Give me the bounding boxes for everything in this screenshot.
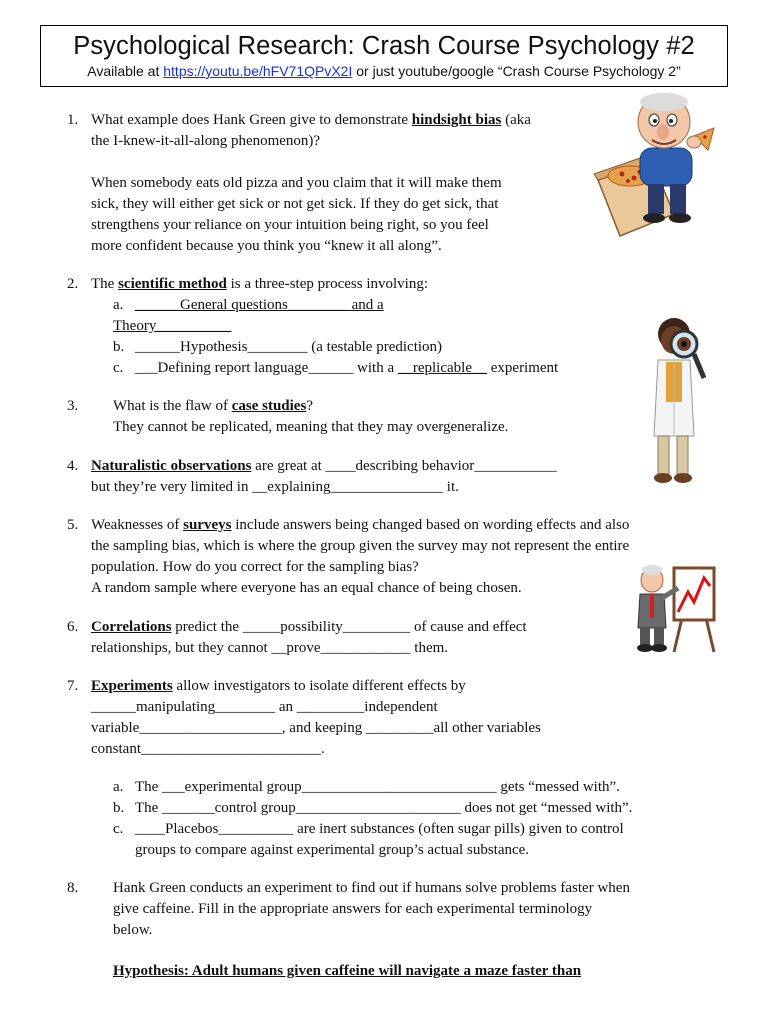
q7-number: 7.: [67, 678, 79, 694]
q2-text: The: [91, 276, 119, 292]
q6-term: Correlations: [91, 619, 172, 635]
q7-term: Experiments: [91, 678, 173, 694]
q4-text: are great at ____describing behavior___________: [251, 458, 557, 474]
q3-line: [113, 396, 313, 417]
q8-line-2: give caffeine. Fill in the appropriate answers for each experimental terminology: [113, 901, 593, 917]
availability-suffix: or just youtube/google “Crash Course Psychology 2”: [352, 63, 681, 79]
q7a-label: a.: [113, 779, 124, 795]
availability-prefix: Available at: [87, 63, 164, 79]
q5-answer: A random sample where everyone has an equal chance of being chosen.: [91, 580, 522, 596]
q7a-answer: The ___experimental group__________________________ gets “messed with”.: [135, 779, 620, 795]
q2b-answer: ______Hypothesis________ (a testable prediction): [135, 339, 443, 355]
q1-term: hindsight bias: [411, 112, 502, 128]
q2-number: 2.: [67, 276, 79, 292]
q7c-answer: ____Placebos__________ are inert substances (often sugar pills) given to control: [135, 821, 624, 837]
q6-text: predict the _____possibility_________ of cause and effect: [171, 619, 527, 635]
q2c-label: c.: [113, 360, 124, 376]
q1-answer-4: more confident because you think you “knew it all along”.: [91, 238, 442, 254]
q3-answer: They cannot be replicated, meaning that they may overgeneralize.: [113, 419, 509, 435]
q5-line-2: the sampling bias, which is where the group given the survey may not represent the entire: [91, 538, 630, 554]
q7c-label: c.: [113, 821, 124, 837]
q2a-answer-cont: Theory__________: [113, 318, 232, 334]
q7-line-3: variable___________________, and keeping _________all other variables: [91, 720, 541, 736]
q8-hypothesis: Hypothesis: Adult humans given caffeine will navigate a maze faster than: [113, 963, 582, 979]
q8-number: 8.: [67, 880, 79, 896]
q2a-label: a.: [113, 297, 124, 313]
q1-answer-1: When somebody eats old pizza and you claim that it will make them: [91, 175, 502, 191]
q2-term: scientific method: [118, 276, 227, 292]
q8-line-3: below.: [113, 922, 153, 938]
q1-number: 1.: [67, 112, 79, 128]
q7-line-2: ______manipulating________ an _________independent: [91, 699, 438, 715]
q2-line: [91, 274, 428, 295]
q3-term: case studies: [231, 398, 307, 414]
q5-line-1: [91, 515, 629, 536]
q5-text-end: include answers being changed based on wording effects and also: [231, 517, 630, 533]
video-link[interactable]: https://youtu.be/hFV71QPvX2I: [163, 63, 353, 79]
q1-line-1: [91, 110, 531, 131]
q4-number: 4.: [67, 458, 79, 474]
pizza-man-illustration: [590, 92, 720, 242]
q4-term: Naturalistic observations: [91, 458, 252, 474]
q5-number: 5.: [67, 517, 79, 533]
q2a-answer: ______General questions________ and a: [135, 297, 384, 313]
q1-line-2: the I-knew-it-all-along phenomenon)?: [91, 133, 321, 149]
chart-presenter-illustration: [630, 558, 722, 654]
q3-number: 3.: [67, 398, 79, 414]
q6-line-1: [91, 617, 527, 638]
scientist-magnifier-illustration: [644, 316, 714, 488]
q5-line-3: population. How do you correct for the sampling bias?: [91, 559, 419, 575]
q1-text: What example does Hank Green give to demonstrate: [91, 112, 412, 128]
q6-number: 6.: [67, 619, 79, 635]
q2-text-end: is a three-step process involving:: [226, 276, 429, 292]
q4-line-2: but they’re very limited in __explaining_______________ it.: [91, 479, 459, 495]
q3-text-end: ?: [306, 398, 313, 414]
q5-text: Weaknesses of: [91, 517, 184, 533]
availability-line: [41, 63, 727, 79]
q7-line-1: [91, 676, 466, 697]
q3-text: What is the flaw of: [113, 398, 232, 414]
q1-answer-2: sick, they will either get sick or not get sick. If they do get sick, that: [91, 196, 499, 212]
q2c-text: ___Defining report language______ with a: [135, 360, 398, 376]
q7-line-4: constant________________________.: [91, 741, 325, 757]
q2b-label: b.: [113, 339, 125, 355]
q4-line-1: [91, 456, 557, 477]
page-title: Psychological Research: Crash Course Psychology #2: [73, 32, 695, 60]
q2c-answer: [135, 358, 558, 379]
q7-text: allow investigators to isolate different effects by: [172, 678, 466, 694]
q1-answer-3: strengthens your reliance on your intuition being right, so you feel: [91, 217, 489, 233]
q2c-replicable: __replicable__: [397, 360, 487, 376]
q6-line-2: relationships, but they cannot __prove____________ them.: [91, 640, 449, 656]
worksheet-header: [40, 25, 728, 87]
q7c-answer-cont: groups to compare against experimental group’s actual substance.: [135, 842, 530, 858]
q7b-answer: The _______control group______________________ does not get “messed with”.: [135, 800, 633, 816]
q7b-label: b.: [113, 800, 125, 816]
q8-line-1: Hank Green conducts an experiment to find out if humans solve problems faster when: [113, 880, 630, 896]
q5-term: surveys: [183, 517, 232, 533]
q1-text-end: (aka: [501, 112, 531, 128]
q2c-text-end: experiment: [487, 360, 559, 376]
